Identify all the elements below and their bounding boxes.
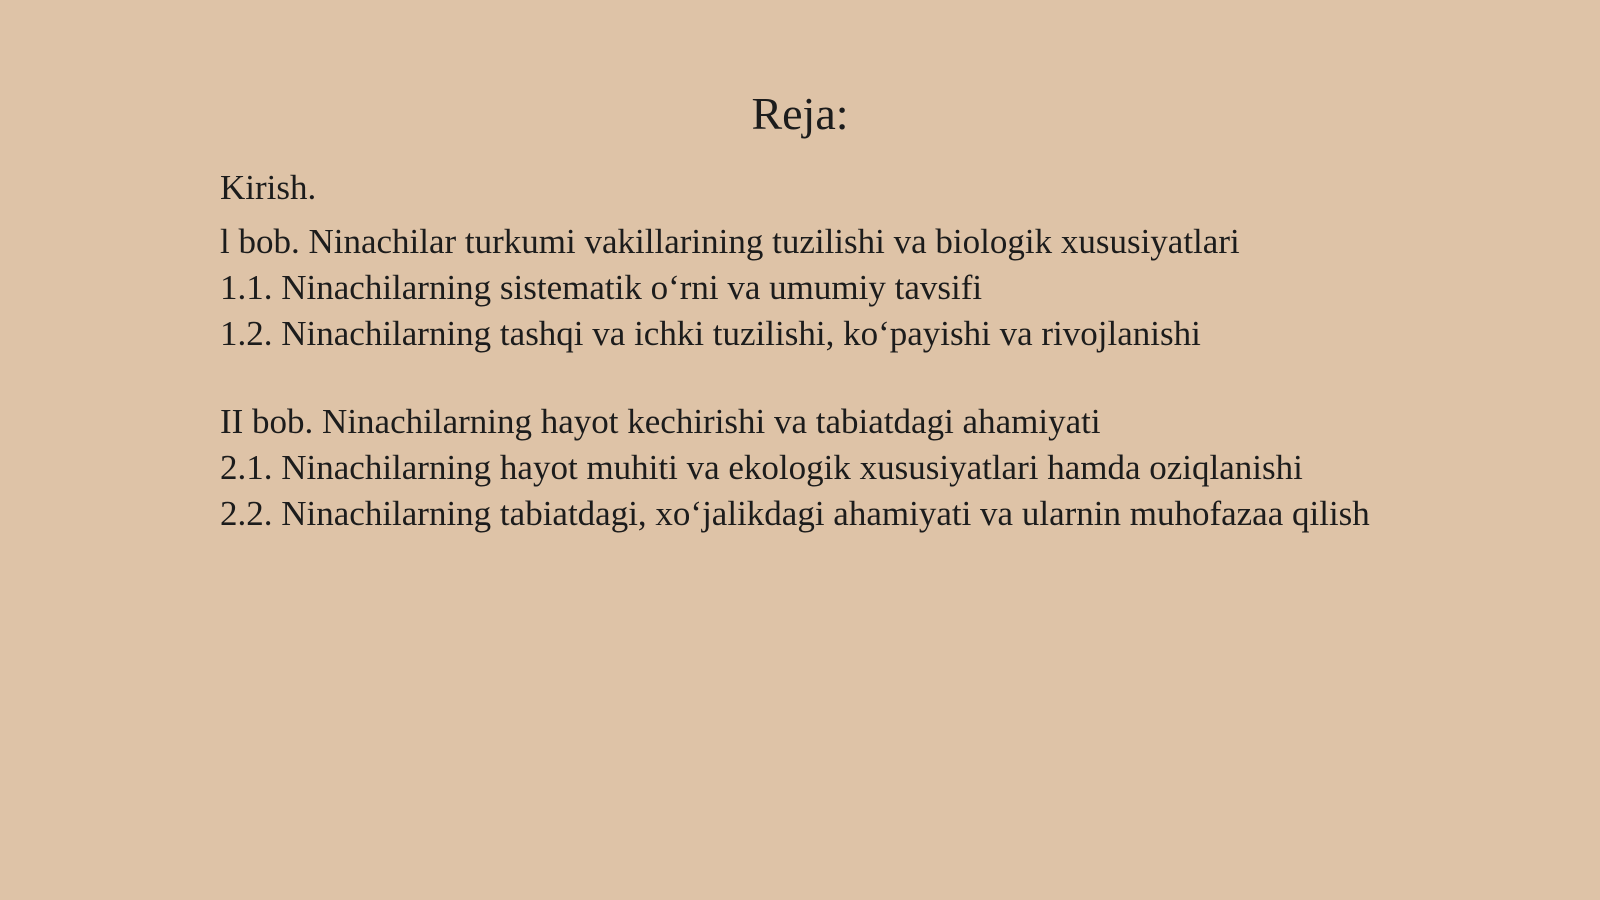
contents-line-chapter-1: l bob. Ninachilar turkumi vakillarining tuzilishi va biologik xususiyatlari <box>220 222 1240 261</box>
contents-line-section-2-2: 2.2. Ninachilarning tabiatdagi, xo‘jalikdagi ahamiyati va ularnin muhofazaa qilish <box>220 494 1370 533</box>
contents-list <box>220 165 1590 537</box>
contents-line-section-1-1: 1.1. Ninachilarning sistematik o‘rni va umumiy tavsifi <box>220 268 983 307</box>
contents-line-chapter-2: II bob. Ninachilarning hayot kechirishi va tabiatdagi ahamiyati <box>220 402 1101 441</box>
contents-line-section-2-1: 2.1. Ninachilarning hayot muhiti va ekologik xususiyatlari hamda oziqlanishi <box>220 448 1303 487</box>
contents-line-section-1-2: 1.2. Ninachilarning tashqi va ichki tuzilishi, ko‘payishi va rivojlanishi <box>220 314 1201 353</box>
contents-line-intro: Kirish. <box>220 168 317 207</box>
slide-title: Reja: <box>751 88 849 139</box>
